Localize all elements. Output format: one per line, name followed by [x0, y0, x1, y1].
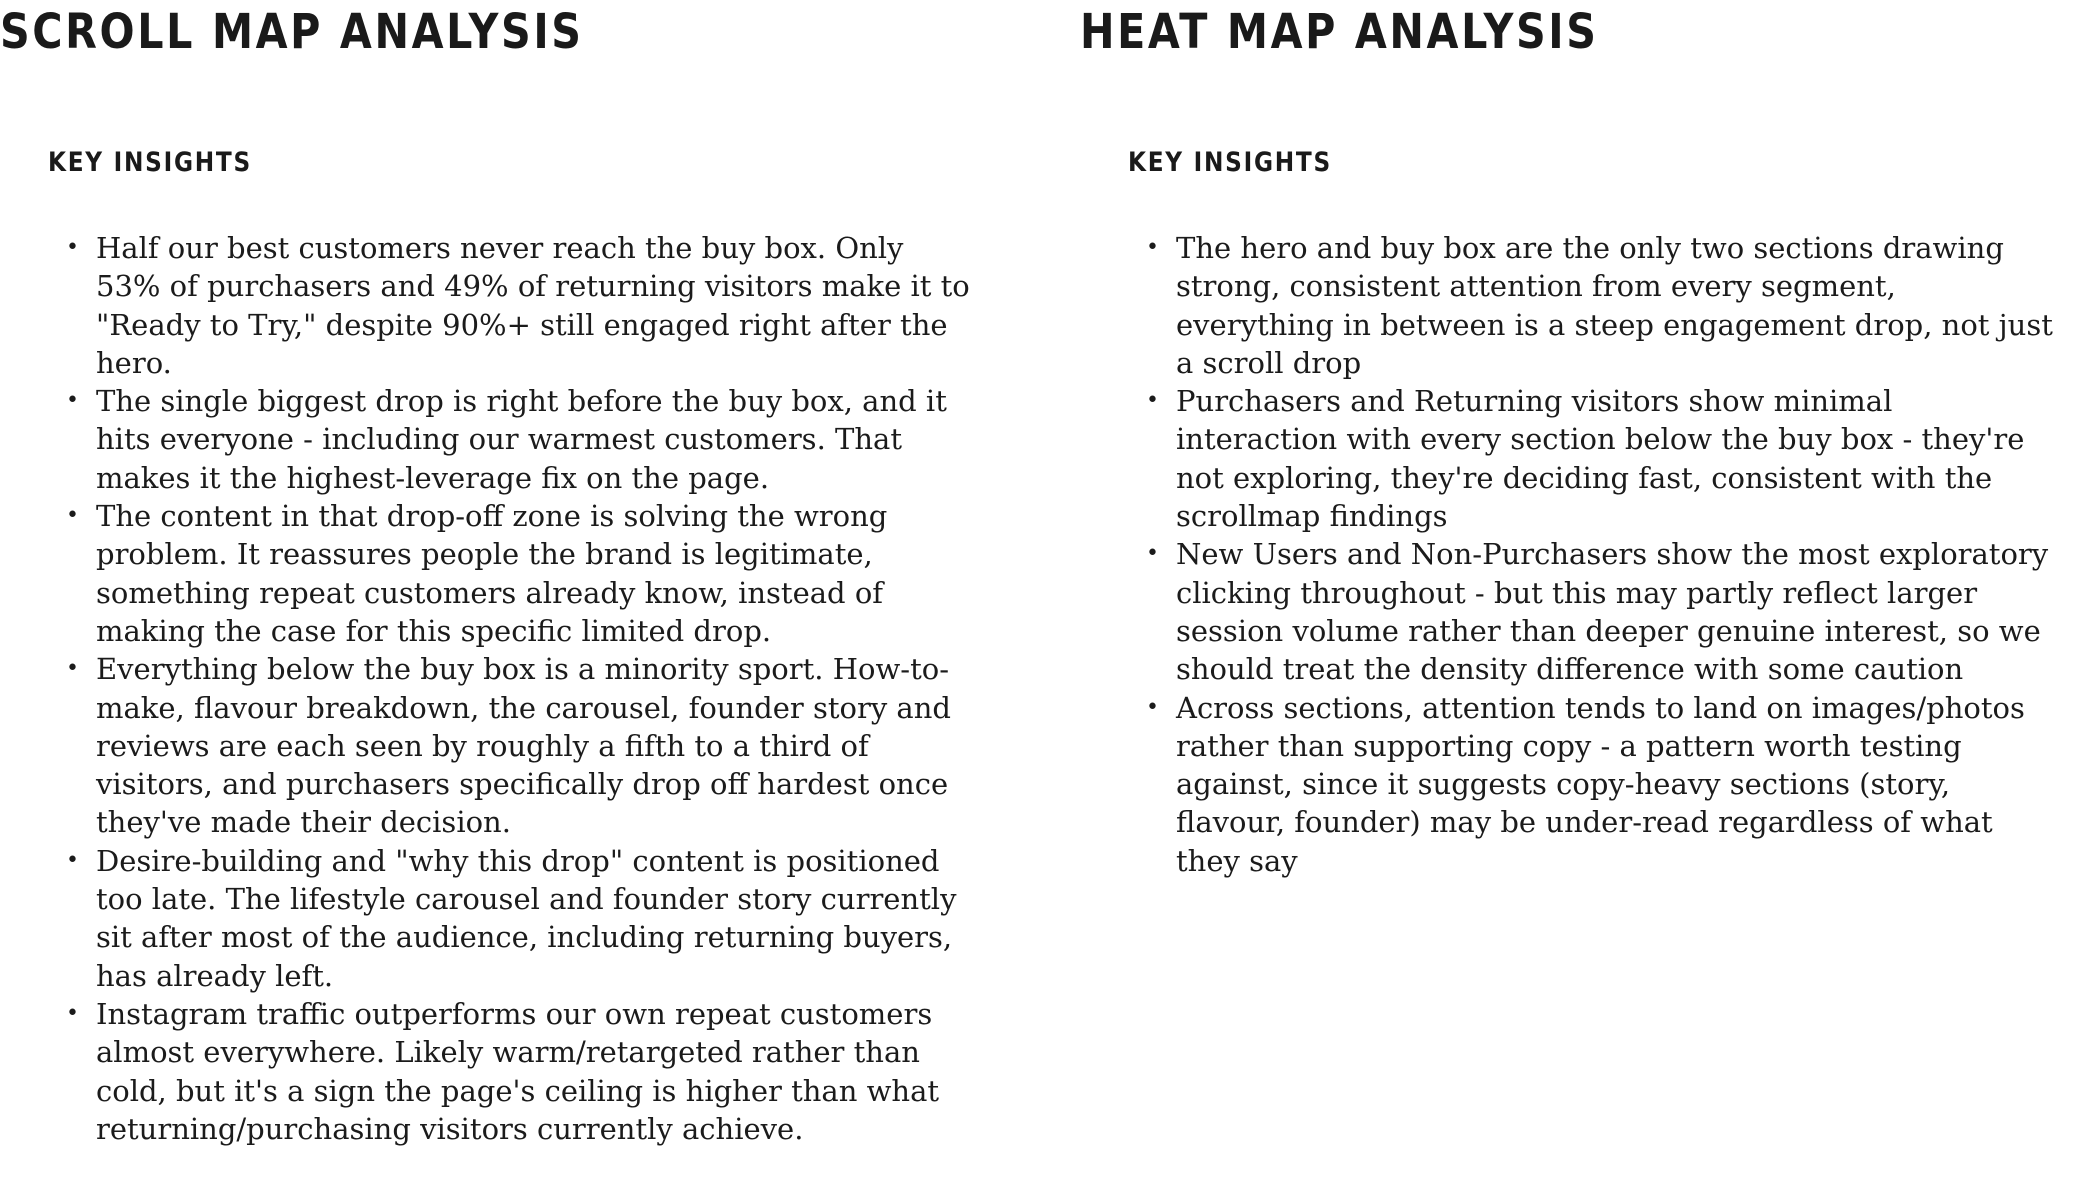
list-item	[1176, 382, 2056, 535]
scroll-map-section	[0, 0, 1000, 1146]
scroll-map-title: SCROLL MAP ANALYSIS	[0, 4, 584, 60]
insight-text: • The single biggest drop is right before the buy box, and it hits everyone - including our warmest customers. That makes it the highest-leverage fix on the page.	[96, 384, 947, 495]
list-item	[96, 650, 976, 841]
list-item	[1176, 689, 2056, 880]
list-item	[96, 229, 976, 382]
list-item	[96, 842, 976, 995]
insight-text: • Instagram traffic outperforms our own repeat customers almost everywhere. Likely warm/retargeted rather than cold, but it's a sign the page's ceiling is higher than what returning/purchasing visitors currently achieve.	[96, 996, 940, 1146]
list-item	[96, 382, 976, 497]
heat-map-title: HEAT MAP ANALYSIS	[1080, 4, 1599, 60]
heat-map-section	[1080, 0, 2070, 878]
list-item	[1176, 535, 2056, 688]
insight-text: • New Users and Non-Purchasers show the most exploratory clicking throughout - but this may partly reflect larger session volume rather than deeper genuine interest, so we should treat the density difference with some caution	[1176, 537, 2049, 687]
insight-text: • Purchasers and Returning visitors show minimal interaction with every section below the buy box - they're not exploring, they're deciding fast, consistent with the scrollmap findings	[1176, 384, 2025, 534]
scroll-map-key-insights-heading: KEY INSIGHTS	[48, 147, 252, 178]
heat-map-insights-list	[1176, 229, 2056, 880]
scroll-map-insights-list	[96, 229, 976, 1148]
heat-map-key-insights-heading: KEY INSIGHTS	[1128, 147, 1332, 178]
insight-text: • Everything below the buy box is a minority sport. How-to-make, flavour breakdown, the carousel, founder story and reviews are each seen by roughly a fifth to a third of visitors, and purchasers specifically drop off hardest once they've made their decision.	[96, 652, 951, 840]
list-item	[96, 995, 976, 1148]
list-item	[96, 497, 976, 650]
insight-text: • The content in that drop-off zone is solving the wrong problem. It reassures people the brand is legitimate, something repeat customers already know, instead of making the case for this specific limited drop.	[96, 499, 888, 648]
insight-text: • Across sections, attention tends to land on images/photos rather than supporting copy - a pattern worth testing against, since it suggests copy-heavy sections (story, flavour, founder) may be under-read regardless of what they say	[1176, 690, 2025, 878]
list-item	[1176, 229, 2056, 382]
insight-text: • Desire-building and "why this drop" content is positioned too late. The lifestyle carousel and founder story currently sit after most of the audience, including returning buyers, has already left.	[96, 843, 957, 993]
insight-text: • The hero and buy box are the only two sections drawing strong, consistent attention from every segment, everything in between is a steep engagement drop, not just a scroll drop	[1176, 231, 2053, 380]
insight-text: • Half our best customers never reach the buy box. Only 53% of purchasers and 49% of returning visitors make it to "Ready to Try," despite 90%+ still engaged right after the hero.	[96, 231, 970, 380]
